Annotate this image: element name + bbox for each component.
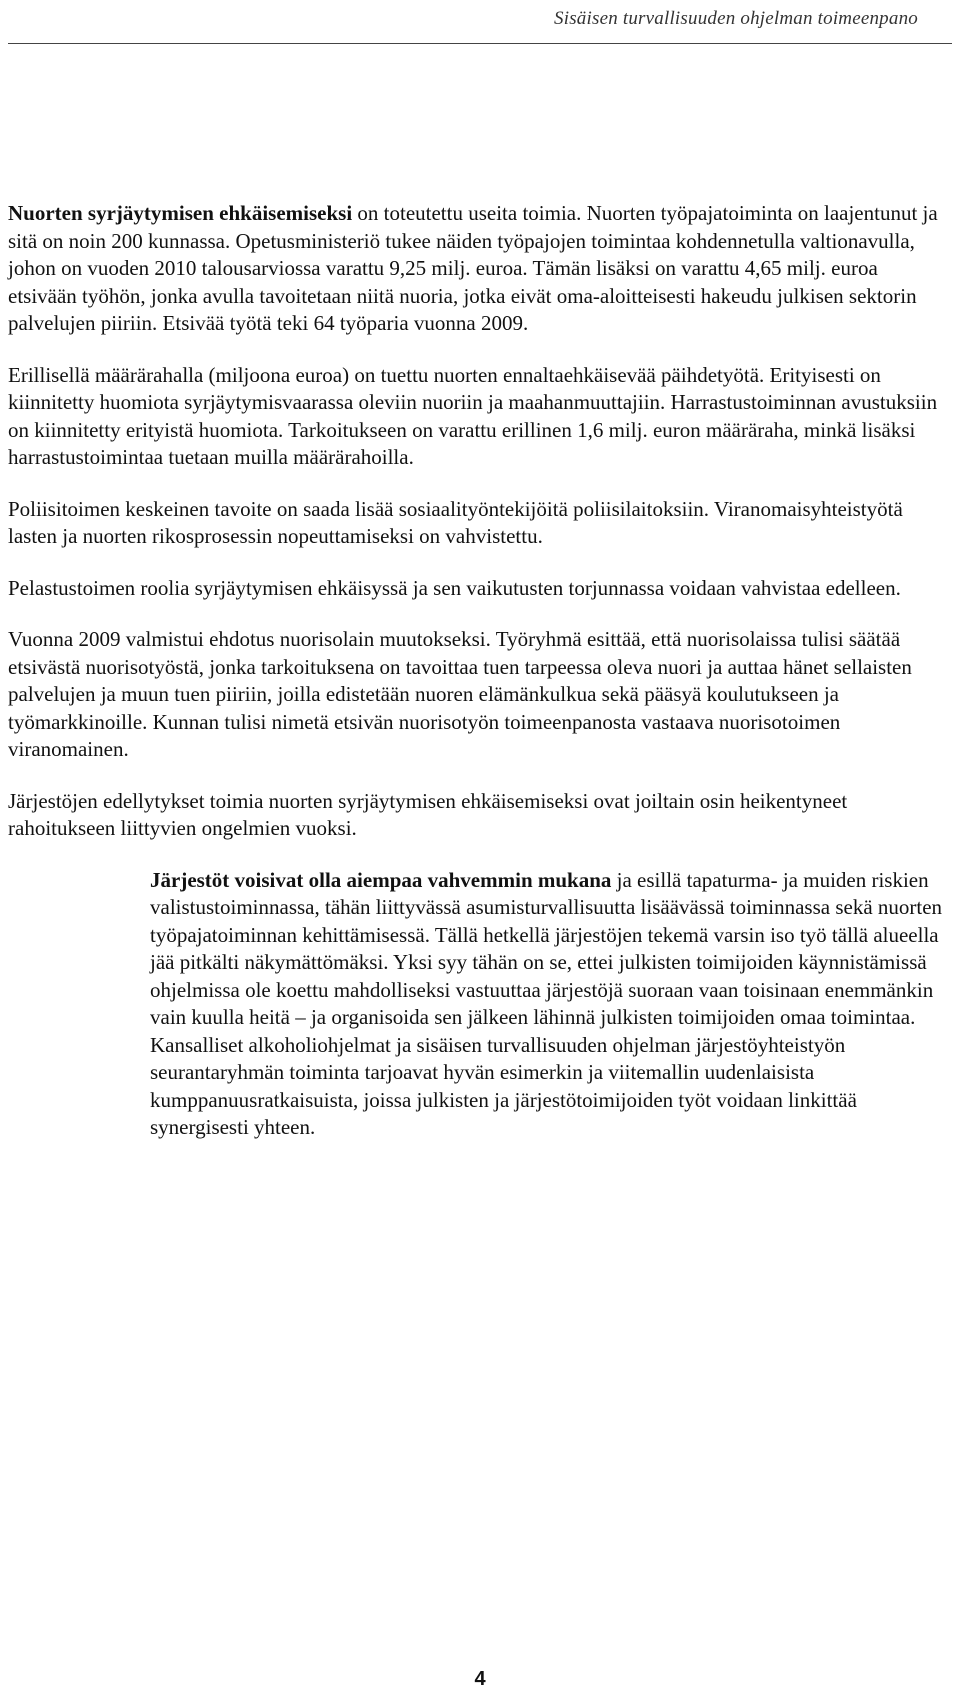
paragraph-organizations: Järjestöjen edellytykset toimia nuorten syrjäytymisen ehkäisemiseksi ovat joiltain osin heikentyneet rahoitukseen liittyvien ongelmien vuoksi. [8,788,848,840]
paragraph-rescue-services: Pelastustoimen roolia syrjäytymisen ehkäisyssä ja sen vaikutusten torjunnassa voidaan vahvistaa edelleen. [8,575,901,600]
paragraph-text: on toteutettu useita toimia. Nuorten työpajatoiminta on laajentunut ja sitä on noin 200 kunnassa. Opetusministeriö tukee näiden työpajojen toimintaa kohdennetulla valtionavulla, johon on vuoden 2010 talousarviossa varattu 9,25 milj. euroa. Tämän lisäksi on varattu 4,65 milj. euroa etsivään työhön, jonka avulla tavoitetaan niitä nuoria, jotka eivät oma-aloitteisesti hakeudu julkisen sektorin palvelujen piiriin. Etsivää työtä teki 64 työparia vuonna 2009. [8,201,938,335]
running-header-title: Sisäisen turvallisuuden ohjelman toimeenpano [554,8,918,29]
paragraph-police: Poliisitoimen keskeinen tavoite on saada lisää sosiaalityöntekijöitä poliisilaitoksiin. Viranomaisyhteistyötä lasten ja nuorten rikosprosessin nopeuttamiseksi on vahvistettu. [8,496,903,548]
paragraph-lead-bold: Nuorten syrjäytymisen ehkäisemiseksi [8,201,353,225]
paragraph-youth-exclusion [8,200,948,338]
indented-text: ja esillä tapaturma- ja muiden riskien valistustoiminnassa, tähän liittyvässä asumisturvallisuutta lisäävässä toiminnassa sekä nuorten työpajatoiminnan kehittämisessä. Tällä hetkellä järjestöjen tekemä varsin iso työ tällä alueella jää pitkälti näkymättömäksi. Yksi syy tähän on se, ettei julkisten toimijoiden käynnistämissä ohjelmissa ole koettu mahdolliseksi vastuuttaa järjestöjä suoraan vaan toisinaan enemmänkin vain kuulla heitä – ja organisoida sen jälkeen lähinnä julkisten toimijoiden omaa toimintaa. Kansalliset alkoholiohjelmat ja sisäisen turvallisuuden ohjelman järjestöyhteistyön seurantaryhmän toiminta tarjoavat hyvän esimerkin ja viitemallin uudenlaisista kumppanuusratkaisuista, joissa julkisten ja järjestötoimijoiden työt voidaan linkittää synergisesti yhteen. [150,867,943,1139]
paragraph-substance-prevention: Erillisellä määrärahalla (miljoona euroa) on tuettu nuorten ennaltaehkäisevää päihdetyötä. Erityisesti on kiinnitetty huomiota syrjäytymisvaarassa oleviin nuoriin ja maahanmuuttajiin. Harrastustoiminnan avustuksiin on kiinnitetty erityistä huomiota. Tarkoitukseen on varattu erillinen 1,6 milj. euron määräraha, minkä lisäksi harrastustoimintaa tuetaan muilla määrärahoilla. [8,362,938,469]
header-divider [8,43,952,44]
paragraph-youth-law: Vuonna 2009 valmistui ehdotus nuorisolain muutokseksi. Työryhmä esittää, että nuorisolaissa tulisi säätää etsivästä nuorisotyöstä, jonka tarkoituksena on tavoittaa tuen tarpeessa oleva nuori ja auttaa hänet sellaisten palvelujen ja muun tuen piiriin, joilla edistetään nuoren elämänkulkua sekä pääsyä koulutukseen ja työmarkkinoille. Kunnan tulisi nimetä etsivän nuorisotyön toimeenpanosta vastaava nuorisotoimen viranomainen. [8,627,912,761]
indented-lead-bold: Järjestöt voisivat olla aiempaa vahvemmin mukana [150,867,612,892]
page-number: 4 [474,1668,486,1690]
document-body [8,200,948,1166]
indented-paragraph-organizations-role [150,867,950,1142]
